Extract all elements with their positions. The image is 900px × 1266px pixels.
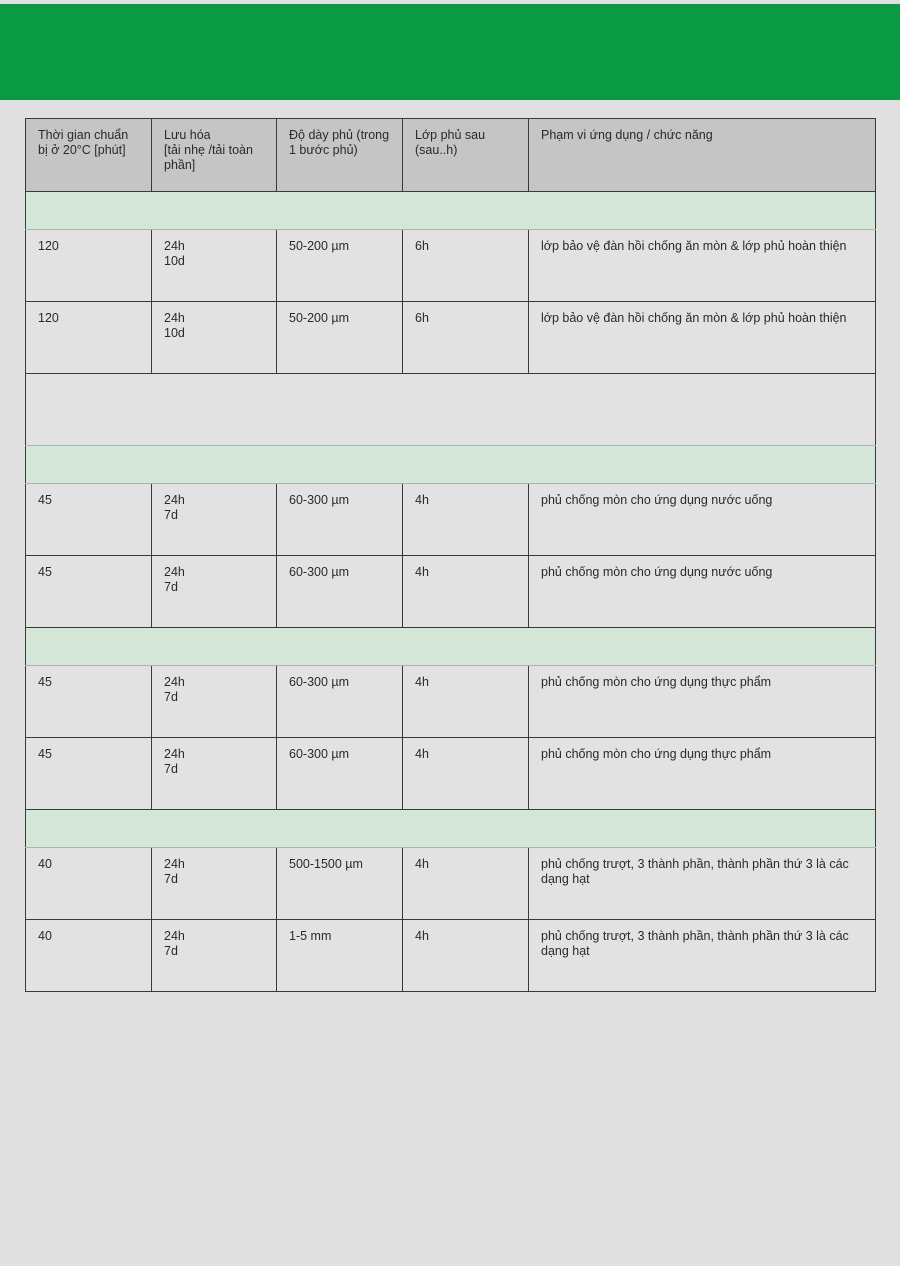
table-row — [26, 848, 876, 920]
curing-cell: 24h 7d — [152, 666, 277, 738]
recoat-cell: 4h — [403, 484, 529, 556]
col-header-application: Phạm vi ứng dụng / chức năng — [529, 119, 876, 192]
section-heading-cell — [26, 192, 876, 230]
table-row — [26, 666, 876, 738]
prep-time-cell: 40 — [26, 920, 152, 992]
table-row — [26, 738, 876, 810]
curing-cell: 24h 10d — [152, 230, 277, 302]
section-heading-cell — [26, 810, 876, 848]
thickness-cell: 60-300 µm — [277, 556, 403, 628]
application-cell: phủ chống trượt, 3 thành phần, thành phần thứ 3 là các dạng hạt — [529, 920, 876, 992]
table-row — [26, 230, 876, 302]
section-heading-row — [26, 628, 876, 666]
col-header-recoat: Lớp phủ sau (sau..h) — [403, 119, 529, 192]
curing-cell: 24h 7d — [152, 920, 277, 992]
application-cell: phủ chống mòn cho ứng dụng thực phẩm — [529, 666, 876, 738]
recoat-cell: 6h — [403, 230, 529, 302]
section-heading-row — [26, 192, 876, 230]
curing-cell: 24h 7d — [152, 738, 277, 810]
recoat-cell: 4h — [403, 666, 529, 738]
table-row — [26, 484, 876, 556]
section-heading-row — [26, 810, 876, 848]
thickness-cell: 500-1500 µm — [277, 848, 403, 920]
col-header-thickness: Độ dày phủ (trong 1 bước phủ) — [277, 119, 403, 192]
prep-time-cell: 45 — [26, 556, 152, 628]
recoat-cell: 4h — [403, 738, 529, 810]
application-cell: phủ chống mòn cho ứng dụng nước uống — [529, 484, 876, 556]
prep-time-cell: 45 — [26, 666, 152, 738]
header-band — [0, 4, 900, 100]
application-cell: lớp bảo vệ đàn hồi chống ăn mòn & lớp phủ hoàn thiện — [529, 302, 876, 374]
col-header-curing: Lưu hóa [tải nhẹ /tải toàn phần] — [152, 119, 277, 192]
table-row — [26, 920, 876, 992]
curing-cell: 24h 7d — [152, 556, 277, 628]
recoat-cell: 4h — [403, 920, 529, 992]
recoat-cell: 4h — [403, 556, 529, 628]
prep-time-cell: 120 — [26, 302, 152, 374]
blank-cell — [26, 374, 876, 446]
thickness-cell: 60-300 µm — [277, 484, 403, 556]
prep-time-cell: 120 — [26, 230, 152, 302]
curing-cell: 24h 7d — [152, 848, 277, 920]
section-heading-cell — [26, 446, 876, 484]
section-heading-cell — [26, 628, 876, 666]
curing-cell: 24h 7d — [152, 484, 277, 556]
table-body — [26, 192, 876, 992]
spec-table — [25, 118, 876, 992]
section-heading-row — [26, 446, 876, 484]
blank-row — [26, 374, 876, 446]
recoat-cell: 6h — [403, 302, 529, 374]
thickness-cell: 50-200 µm — [277, 230, 403, 302]
col-header-prep-time: Thời gian chuẩn bị ở 20°C [phút] — [26, 119, 152, 192]
thickness-cell: 60-300 µm — [277, 738, 403, 810]
application-cell: phủ chống mòn cho ứng dụng nước uống — [529, 556, 876, 628]
thickness-cell: 60-300 µm — [277, 666, 403, 738]
prep-time-cell: 45 — [26, 738, 152, 810]
recoat-cell: 4h — [403, 848, 529, 920]
table-row — [26, 302, 876, 374]
application-cell: phủ chống mòn cho ứng dụng thực phẩm — [529, 738, 876, 810]
curing-cell: 24h 10d — [152, 302, 277, 374]
application-cell: lớp bảo vệ đàn hồi chống ăn mòn & lớp phủ hoàn thiện — [529, 230, 876, 302]
table-row — [26, 556, 876, 628]
prep-time-cell: 40 — [26, 848, 152, 920]
application-cell: phủ chống trượt, 3 thành phần, thành phần thứ 3 là các dạng hạt — [529, 848, 876, 920]
prep-time-cell: 45 — [26, 484, 152, 556]
table-header-row — [26, 119, 876, 192]
thickness-cell: 50-200 µm — [277, 302, 403, 374]
thickness-cell: 1-5 mm — [277, 920, 403, 992]
